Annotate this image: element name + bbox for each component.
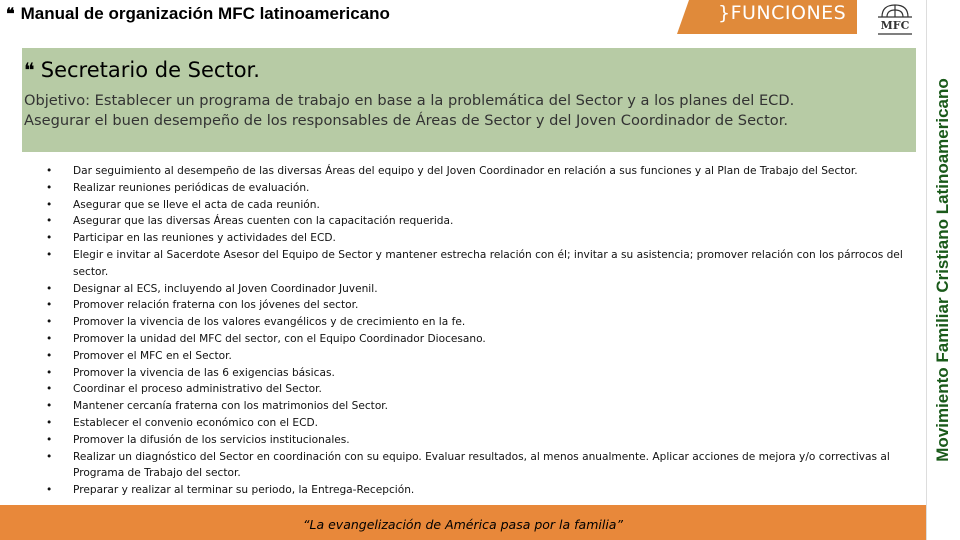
functions-list [40,163,920,499]
list-item: • Coordinar el proceso administrativo del Sector. [40,381,920,398]
logo-text: MFC [880,19,910,32]
list-item: • Participar en las reuniones y actividades del ECD. [40,230,920,247]
section-title-text: Secretario de Sector. [40,58,260,82]
document-title [6,4,390,24]
objective-text [24,91,904,131]
quote-icon: ❝ [24,58,35,82]
list-item: • Asegurar que se lleve el acta de cada reunión. [40,197,920,214]
list-item: • Realizar un diagnóstico del Sector en coordinación con su equipo. Evaluar resultados, al menos anualmente. Aplicar acciones de mejora y/o correctivas al Programa de Trabajo del sector. [40,449,920,483]
list-item: • Asegurar que las diversas Áreas cuenten con la capacitación requerida. [40,213,920,230]
list-item: • Promover relación fraterna con los jóvenes del sector. [40,297,920,314]
list-item: • Preparar y realizar al terminar su periodo, la Entrega-Recepción. [40,482,920,499]
footer-quote: “La evangelización de América pasa por la familia” [303,517,623,532]
list-item: • Establecer el convenio económico con el ECD. [40,415,920,432]
list-item: • Dar seguimiento al desempeño de las diversas Áreas del equipo y del Joven Coordinador en relación a sus funciones y al Plan de Trabajo del Sector. [40,163,920,180]
document-title-text: Manual de organización MFC latinoamericano [20,4,390,23]
list-item: • Promover la vivencia de las 6 exigencias básicas. [40,365,920,382]
functions-label: }FUNCIONES [718,2,847,24]
mfc-logo [868,1,922,39]
objective-line: Objetivo: Establecer un programa de trabajo en base a la problemática del Sector y a los planes del ECD. [24,92,795,109]
list-item: • Promover el MFC en el Sector. [40,348,920,365]
list-item: • Elegir e invitar al Sacerdote Asesor del Equipo de Sector y mantener estrecha relación con él; invitar a su asistencia; promover relación con los párrocos del sector. [40,247,920,281]
list-item: • Designar al ECS, incluyendo al Joven Coordinador Juvenil. [40,281,920,298]
section-title [24,58,260,82]
list-item: • Promover la difusión de los servicios institucionales. [40,432,920,449]
list-item: • Promover la unidad del MFC del sector, con el Equipo Coordinador Diocesano. [40,331,920,348]
list-item: • Promover la vivencia de los valores evangélicos y de crecimiento en la fe. [40,314,920,331]
list-item: • Mantener cercanía fraterna con los matrimonios del Sector. [40,398,920,415]
organization-name-vertical: Movimiento Familiar Cristiano Latinoamericano [933,78,952,462]
list-item: • Realizar reuniones periódicas de evaluación. [40,180,920,197]
quote-icon: ❝ [6,6,15,23]
objective-line: Asegurar el buen desempeño de los responsables de Áreas de Sector y del Joven Coordinador de Sector. [24,112,789,129]
